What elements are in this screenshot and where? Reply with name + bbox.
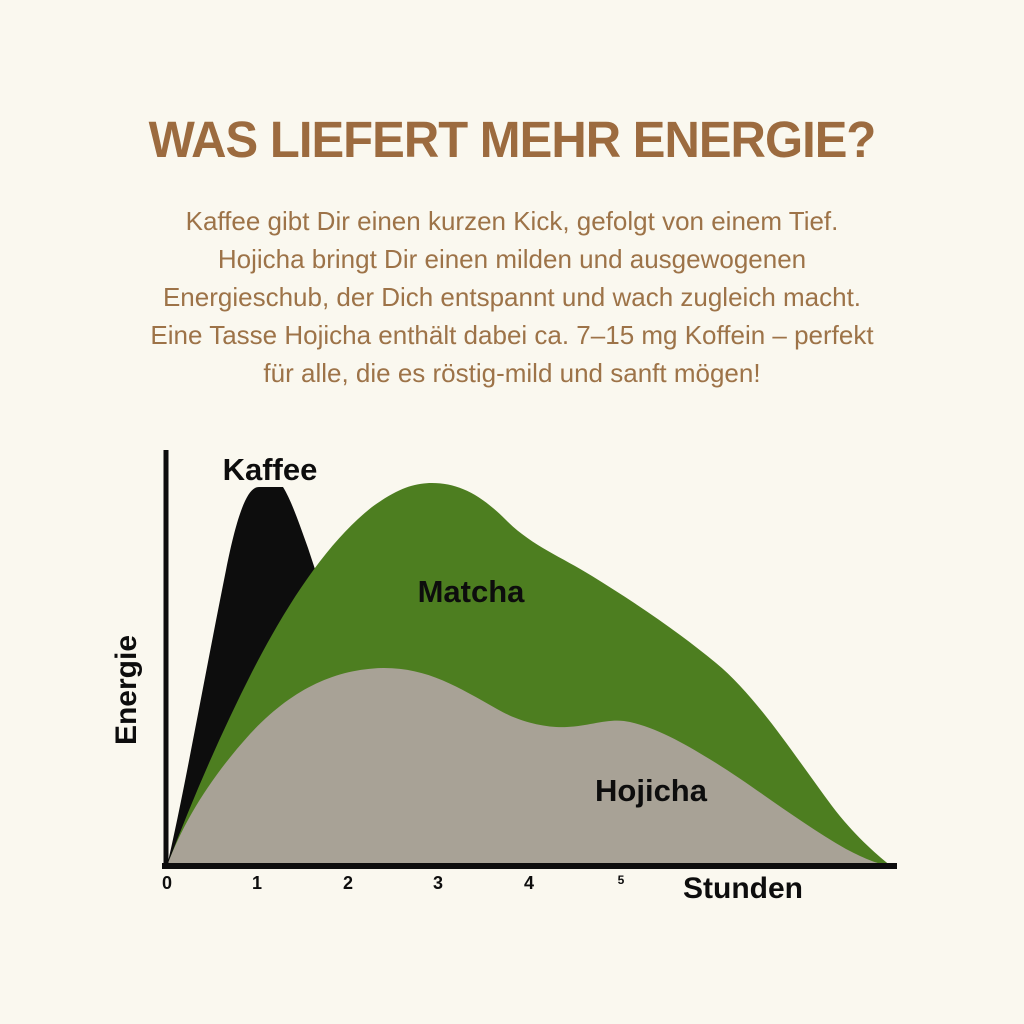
x-tick-5: 5 (617, 873, 625, 887)
intro-line: Eine Tasse Hojicha enthält dabei ca. 7–15 mg Koffein – perfekt (150, 320, 874, 350)
matcha-series-label: Matcha (417, 574, 525, 609)
y-axis-label: Energie (110, 634, 143, 746)
hojicha-series-label: Hojicha (595, 773, 707, 808)
x-tick-3: 3 (432, 873, 444, 893)
intro-line: Energieschub, der Dich entspannt und wach zugleich macht. (162, 282, 862, 312)
page-title: WAS LIEFERT MEHR ENERGIE? (148, 111, 876, 168)
x-tick-1: 1 (251, 873, 263, 893)
intro-line: Kaffee gibt Dir einen kurzen Kick, gefolgt von einem Tief. (185, 206, 839, 236)
intro-line: Hojicha bringt Dir einen milden und ausgewogenen (217, 244, 807, 274)
x-tick-2: 2 (342, 873, 354, 893)
x-tick-0: 0 (161, 873, 173, 893)
intro-line: für alle, die es röstig-mild und sanft mögen! (263, 358, 761, 388)
kaffee-series-label: Kaffee (222, 452, 318, 487)
x-axis-label: Stunden (683, 872, 803, 905)
x-tick-4: 4 (523, 873, 535, 893)
